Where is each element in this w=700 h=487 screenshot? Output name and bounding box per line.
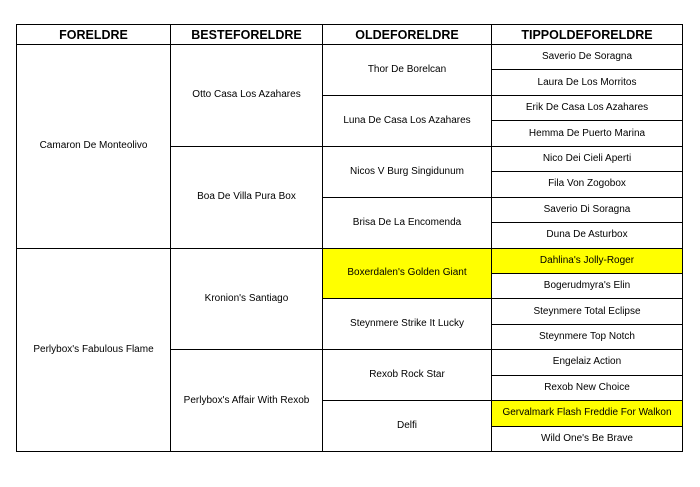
great-great-grandparent-1: Saverio De Soragna [492,45,683,70]
great-great-grandparent-13: Engelaiz Action [492,350,683,375]
great-great-grandparent-15-highlighted: Gervalmark Flash Freddie For Walkon [492,401,683,426]
great-great-grandparent-3: Erik De Casa Los Azahares [492,95,683,120]
great-great-grandparent-5: Nico Dei Cieli Aperti [492,146,683,171]
great-great-grandparent-4: Hemma De Puerto Marina [492,121,683,146]
header-oldeforeldre: OLDEFORELDRE [323,25,492,45]
great-grandparent-4: Brisa De La Encomenda [323,197,492,248]
great-grandparent-3: Nicos V Burg Singidunum [323,146,492,197]
great-grandparent-6: Steynmere Strike It Lucky [323,299,492,350]
great-great-grandparent-8: Duna De Asturbox [492,223,683,248]
parent-sire: Camaron De Monteolivo [17,45,171,249]
great-grandparent-2: Luna De Casa Los Azahares [323,95,492,146]
header-row [17,25,683,45]
great-great-grandparent-10: Bogerudmyra's Elin [492,273,683,298]
great-grandparent-1: Thor De Borelcan [323,45,492,96]
grandparent-4: Perlybox's Affair With Rexob [171,350,323,452]
parent-dam: Perlybox's Fabulous Flame [17,248,171,452]
pedigree-table [16,24,683,452]
great-grandparent-5-highlighted: Boxerdalen's Golden Giant [323,248,492,299]
great-great-grandparent-14: Rexob New Choice [492,375,683,400]
great-great-grandparent-11: Steynmere Total Eclipse [492,299,683,324]
great-great-grandparent-7: Saverio Di Soragna [492,197,683,222]
grandparent-3: Kronion's Santiago [171,248,323,350]
great-great-grandparent-9-highlighted: Dahlina's Jolly-Roger [492,248,683,273]
header-tippoldeforeldre: TIPPOLDEFORELDRE [492,25,683,45]
great-great-grandparent-2: Laura De Los Morritos [492,70,683,95]
great-grandparent-7: Rexob Rock Star [323,350,492,401]
great-grandparent-8: Delfi [323,401,492,452]
grandparent-1: Otto Casa Los Azahares [171,45,323,147]
great-great-grandparent-6: Fila Von Zogobox [492,172,683,197]
header-foreldre: FORELDRE [17,25,171,45]
grandparent-2: Boa De Villa Pura Box [171,146,323,248]
header-besteforeldre: BESTEFORELDRE [171,25,323,45]
great-great-grandparent-12: Steynmere Top Notch [492,324,683,349]
great-great-grandparent-16: Wild One's Be Brave [492,426,683,451]
